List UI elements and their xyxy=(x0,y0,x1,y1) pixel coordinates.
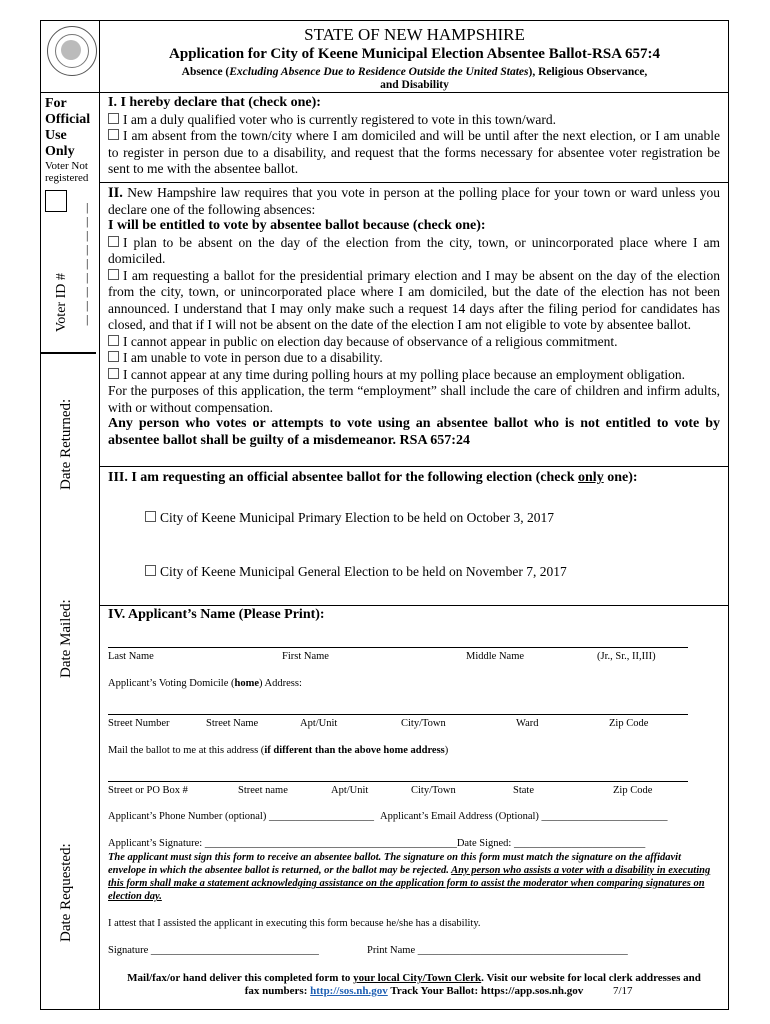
first-name-label: First Name xyxy=(282,651,329,662)
voter-id-ticks: | | | | | | | | | xyxy=(86,200,89,326)
form-version: 7/17 xyxy=(613,985,633,997)
signature-requirement-note: The applicant must sign this form to receive an absentee ballot. The signature on this form must match the signature on the affidavit envelope in which the absentee ballot is returned, or the ballot may be rejected. Any person who assists a voter with a disability in executing this form shall make a statement acknowledging assistance on the application form to assist the moderator when comparing signatures on election day. xyxy=(108,852,711,902)
section-2-option-absent[interactable]: I plan to be absent on the day of the election from the city, town, or unincorporated place where I am domiciled. xyxy=(108,234,720,266)
section-1-option-registered[interactable]: I am a duly qualified voter who is currently registered to vote in this town/ward. xyxy=(108,112,720,129)
section-2-option-presidential-primary[interactable]: I am requesting a ballot for the presidential primary election and I may be absent on the day of the election from the city, town, or unincorporated place where I am domiciled, but the date of the election has not been announced. I understand that I may only make such a request 14 days after the filing period for candidates has closed, and that if I will not be absent on the date of the election I am not eligible to vote by absentee ballot. xyxy=(108,267,720,332)
section-4-heading: IV. Applicant’s Name (Please Print): xyxy=(108,607,325,622)
zip-code-label: Zip Code xyxy=(609,718,649,729)
mail-street-name-label: Street name xyxy=(238,785,288,796)
checkbox-icon[interactable] xyxy=(145,511,156,522)
sidebar-header-divider xyxy=(40,92,100,93)
last-name-label: Last Name xyxy=(108,651,154,662)
section-1 xyxy=(108,95,720,178)
voter-not-registered-checkbox[interactable] xyxy=(45,190,67,212)
footer-instructions: Mail/fax/or hand deliver this completed form to your local City/Town Clerk. Visit our website for local clerk addresses and fax numbers: http://sos.nh.gov Track Your Ballot: https://app.sos.nh.gov 7/17 xyxy=(127,972,701,997)
checkbox-icon[interactable] xyxy=(108,129,119,140)
date-returned-label: Date Returned: xyxy=(58,398,74,490)
street-number-label: Street Number xyxy=(108,718,170,729)
suffix-label: (Jr., Sr., II,III) xyxy=(597,651,656,662)
assistant-signature-field[interactable]: Signature ________________________________ xyxy=(108,945,319,956)
sos-website-link[interactable]: http://sos.nh.gov xyxy=(310,985,388,997)
domicile-address-label: Applicant’s Voting Domicile (home) Address: xyxy=(108,678,302,689)
mail-zip-code-label: Zip Code xyxy=(613,785,653,796)
domicile-address-line[interactable] xyxy=(108,714,688,715)
apt-unit-label: Apt/Unit xyxy=(300,718,338,729)
city-town-label: City/Town xyxy=(401,718,446,729)
section-1-heading: I. I hereby declare that (check one): xyxy=(108,95,321,110)
mail-city-town-label: City/Town xyxy=(411,785,456,796)
section-2-option-disability[interactable]: I am unable to vote in person due to a disability. xyxy=(108,350,720,367)
state-heading: STATE OF NEW HAMPSHIRE xyxy=(304,25,525,44)
checkbox-icon[interactable] xyxy=(108,269,119,280)
election-option-primary[interactable]: City of Keene Municipal Primary Election to be held on October 3, 2017 xyxy=(145,510,554,526)
email-field[interactable]: Applicant’s Email Address (Optional) ________________________ xyxy=(380,811,668,822)
section-3-heading: III. I am requesting an official absentee ballot for the following election (check only one): xyxy=(108,470,638,485)
section2-divider xyxy=(99,466,729,467)
mailing-address-label: Mail the ballot to me at this address (if different than the above home address) xyxy=(108,745,449,756)
form-subtitle: Absence (Excluding Absence Due to Residence Outside the United States), Religious Observance, and Disability xyxy=(181,66,648,91)
voter-id-underline xyxy=(40,352,96,354)
checkbox-icon[interactable] xyxy=(108,236,119,247)
checkbox-icon[interactable] xyxy=(108,368,119,379)
assistance-attestation: I attest that I assisted the applicant in executing this form because he/she has a disability. xyxy=(108,918,481,929)
checkbox-icon[interactable] xyxy=(108,335,119,346)
signature-field[interactable]: Applicant’s Signature: ________________________________________________Date Signed: _________________________ xyxy=(108,838,646,849)
employment-note: For the purposes of this application, the term “employment” shall include the care of children and infirm adults, with or without compensation. xyxy=(108,383,720,415)
state-seal-logo xyxy=(47,26,97,76)
section-1-option-absent[interactable]: I am absent from the town/city where I am domiciled and will be until after the next election, or I am unable to register in person due to a disability, and request that the forms necessary for absentee voter registration be sent to me with the absentee ballot. xyxy=(108,128,720,176)
phone-field[interactable]: Applicant’s Phone Number (optional) ____________________ xyxy=(108,811,374,822)
middle-name-label: Middle Name xyxy=(466,651,525,662)
section-2-option-religious[interactable]: I cannot appear in public on election day because of observance of a religious commitment. xyxy=(108,334,720,351)
assistant-print-name-field[interactable]: Print Name ________________________________________ xyxy=(367,945,628,956)
section1-divider xyxy=(99,182,729,183)
checkbox-icon[interactable] xyxy=(108,113,119,124)
misdemeanor-warning: Any person who votes or attempts to vote using an absentee ballot who is not entitled to vote by absentee ballot shall be guilty of a misdemeanor. RSA 657:24 xyxy=(108,416,720,448)
section-2-intro: II. New Hampshire law requires that you vote in person at the polling place for your town or ward unless you declare one of the following absences: xyxy=(108,185,721,217)
section-2-option-employment[interactable]: I cannot appear at any time during polling hours at my polling place because an employment obligation. xyxy=(108,367,720,384)
mailing-address-line[interactable] xyxy=(108,781,688,782)
ward-label: Ward xyxy=(516,718,539,729)
section-2-entitled-heading: I will be entitled to vote by absentee ballot because (check one): xyxy=(108,218,486,233)
name-line[interactable] xyxy=(108,647,688,648)
header-divider xyxy=(99,92,729,93)
election-option-general[interactable]: City of Keene Municipal General Election to be held on November 7, 2017 xyxy=(145,564,567,580)
po-box-label: Street or PO Box # xyxy=(108,785,188,796)
form-title: Application for City of Keene Municipal Election Absentee Ballot-RSA 657:4 xyxy=(169,46,660,62)
street-name-label: Street Name xyxy=(206,718,259,729)
section3-divider xyxy=(99,605,729,606)
voter-id-label: Voter ID # xyxy=(54,273,69,332)
official-use-label: For Official Use Only xyxy=(45,96,91,159)
date-requested-label: Date Requested: xyxy=(58,843,74,942)
state-label: State xyxy=(513,785,534,796)
sidebar-divider xyxy=(99,20,100,1010)
date-mailed-label: Date Mailed: xyxy=(58,599,74,678)
voter-not-registered-label: Voter Not registered xyxy=(45,160,89,184)
checkbox-icon[interactable] xyxy=(108,351,119,362)
section-2 xyxy=(108,185,720,449)
mail-apt-unit-label: Apt/Unit xyxy=(331,785,369,796)
local-clerk-link[interactable]: your local City/Town Clerk xyxy=(353,972,482,984)
checkbox-icon[interactable] xyxy=(145,565,156,576)
